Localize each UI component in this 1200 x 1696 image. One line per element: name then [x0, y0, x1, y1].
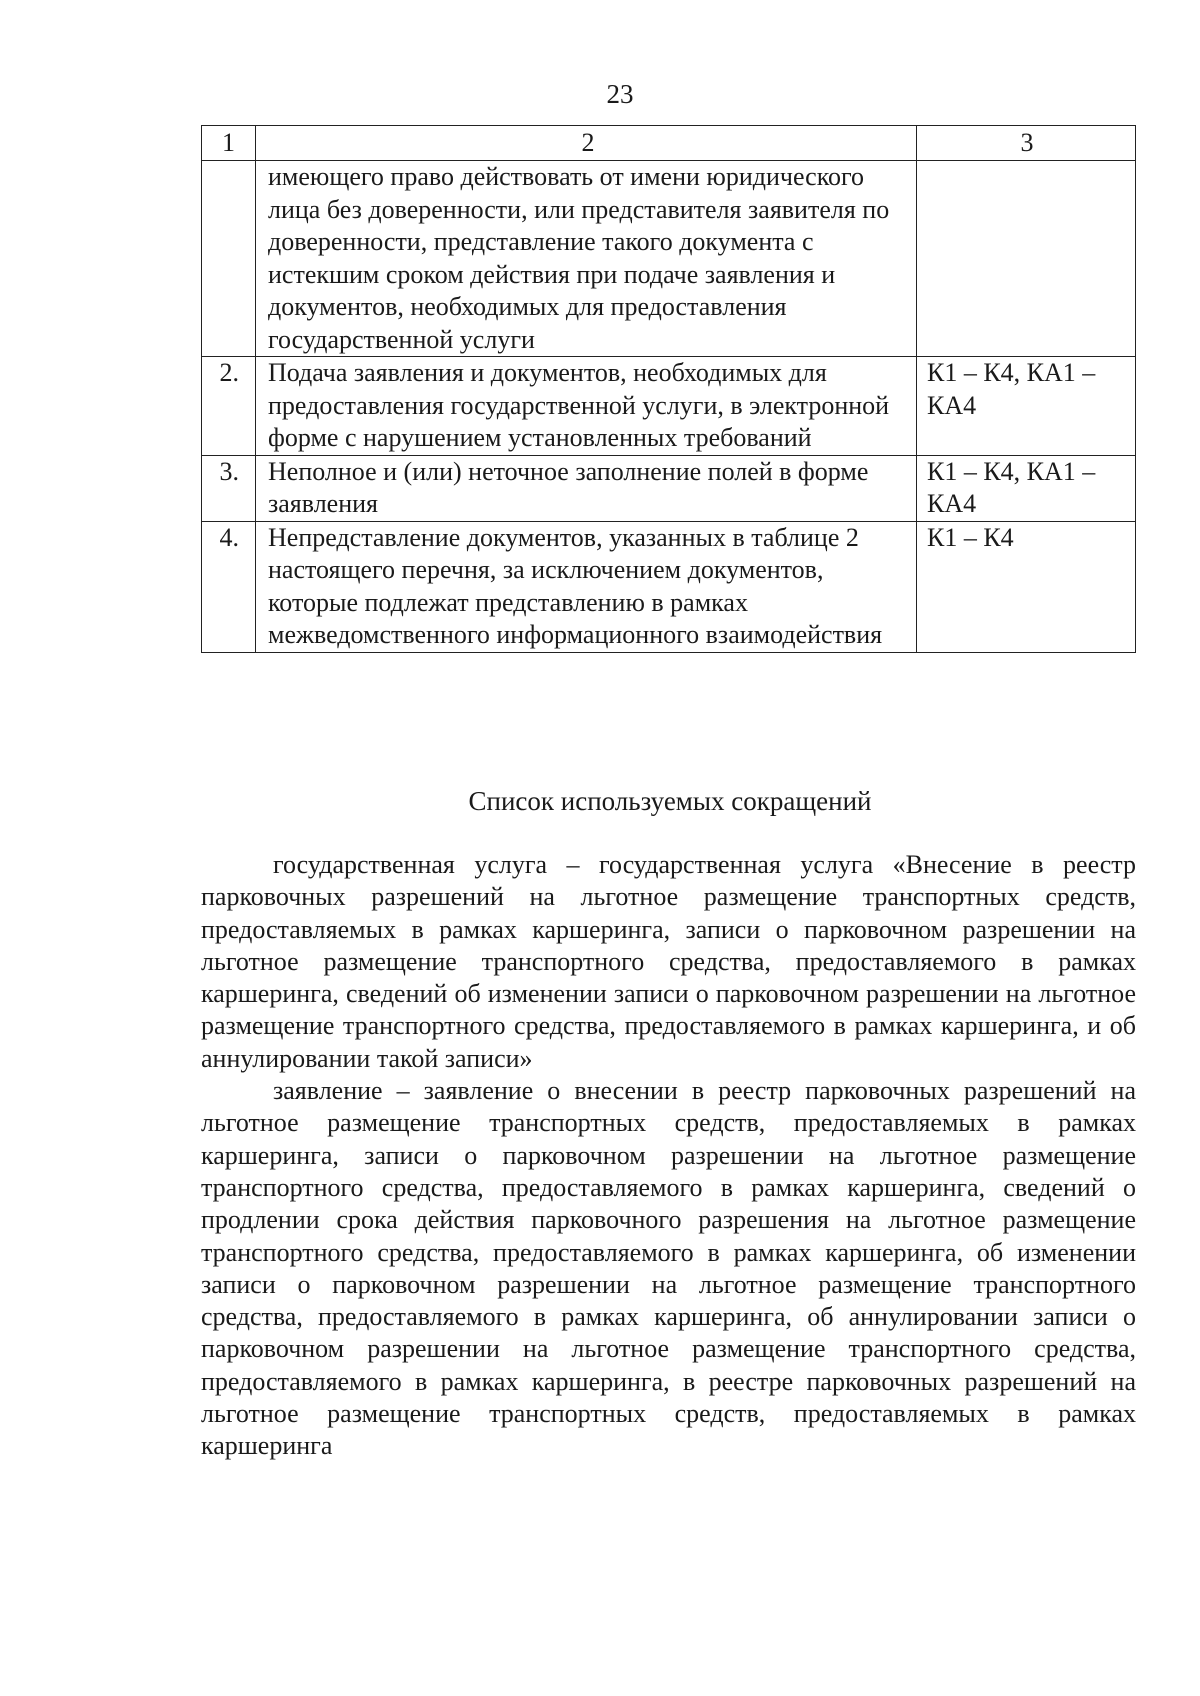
row-number: [202, 161, 256, 357]
column-header-2: 2: [256, 126, 917, 161]
table-row: [202, 455, 1136, 521]
column-header-3: 3: [917, 126, 1136, 161]
abbreviation-paragraph-service: государственная услуга – государственная услуга «Внесение в реестр парковочных разрешений на льготное размещение транспортных средств, предоставляемых в рамках каршеринга, записи о парковочном разрешении на льготное размещение транспортного средства, предоставляемого в рамках каршеринга, сведений об изменении записи о парковочном разрешении на льготное размещение транспортного средства, предоставляемого в рамках каршеринга, и об аннулировании такой записи»: [201, 850, 1136, 1073]
row-description: имеющего право действовать от имени юридического лица без доверенности, или представителя заявителя по доверенности, представление такого документа с истекшим сроком действия при подаче заявления и документов, необходимых для предоставления государственной услуги: [256, 161, 917, 357]
row-codes: К1 – К4: [917, 521, 1136, 652]
violations-table: [201, 125, 1136, 653]
table-row: [202, 161, 1136, 357]
abbreviations-title: Список используемых сокращений: [468, 786, 872, 816]
row-description: Непредставление документов, указанных в таблице 2 настоящего перечня, за исключением документов, которые подлежат представлению в рамках межведомственного информационного взаимодействия: [256, 521, 917, 652]
column-header-1: 1: [202, 126, 256, 161]
row-codes: К1 – К4, КА1 – КА4: [917, 455, 1136, 521]
row-description: Подача заявления и документов, необходимых для предоставления государственной услуги, в электронной форме с нарушением установленных требований: [256, 357, 917, 456]
row-codes: К1 – К4, КА1 – КА4: [917, 357, 1136, 456]
row-number: 3.: [202, 455, 256, 521]
table-row: [202, 521, 1136, 652]
row-number: 4.: [202, 521, 256, 652]
table-row: [202, 357, 1136, 456]
abbreviations-body: [201, 849, 1136, 1463]
page-number: 23: [606, 79, 634, 109]
abbreviation-paragraph-application: заявление – заявление о внесении в реестр парковочных разрешений на льготное размещение транспортных средств, предоставляемых в рамках каршеринга, записи о парковочном разрешении на льготное размещение транспортного средства, предоставляемого в рамках каршеринга, сведений о продлении срока действия парковочного разрешения на льготное размещение транспортного средства, предоставляемого в рамках каршеринга, об изменении записи о парковочном разрешении на льготное размещение транспортного средства, предоставляемого в рамках каршеринга, об аннулировании записи о парковочном разрешении на льготное размещение транспортного средства, предоставляемого в рамках каршеринга, в реестре парковочных разрешений на льготное размещение транспортных средств, предоставляемых в рамках каршеринга: [201, 1076, 1136, 1461]
row-number: 2.: [202, 357, 256, 456]
table-header-row: [202, 126, 1136, 161]
row-codes: [917, 161, 1136, 357]
row-description: Неполное и (или) неточное заполнение полей в форме заявления: [256, 455, 917, 521]
